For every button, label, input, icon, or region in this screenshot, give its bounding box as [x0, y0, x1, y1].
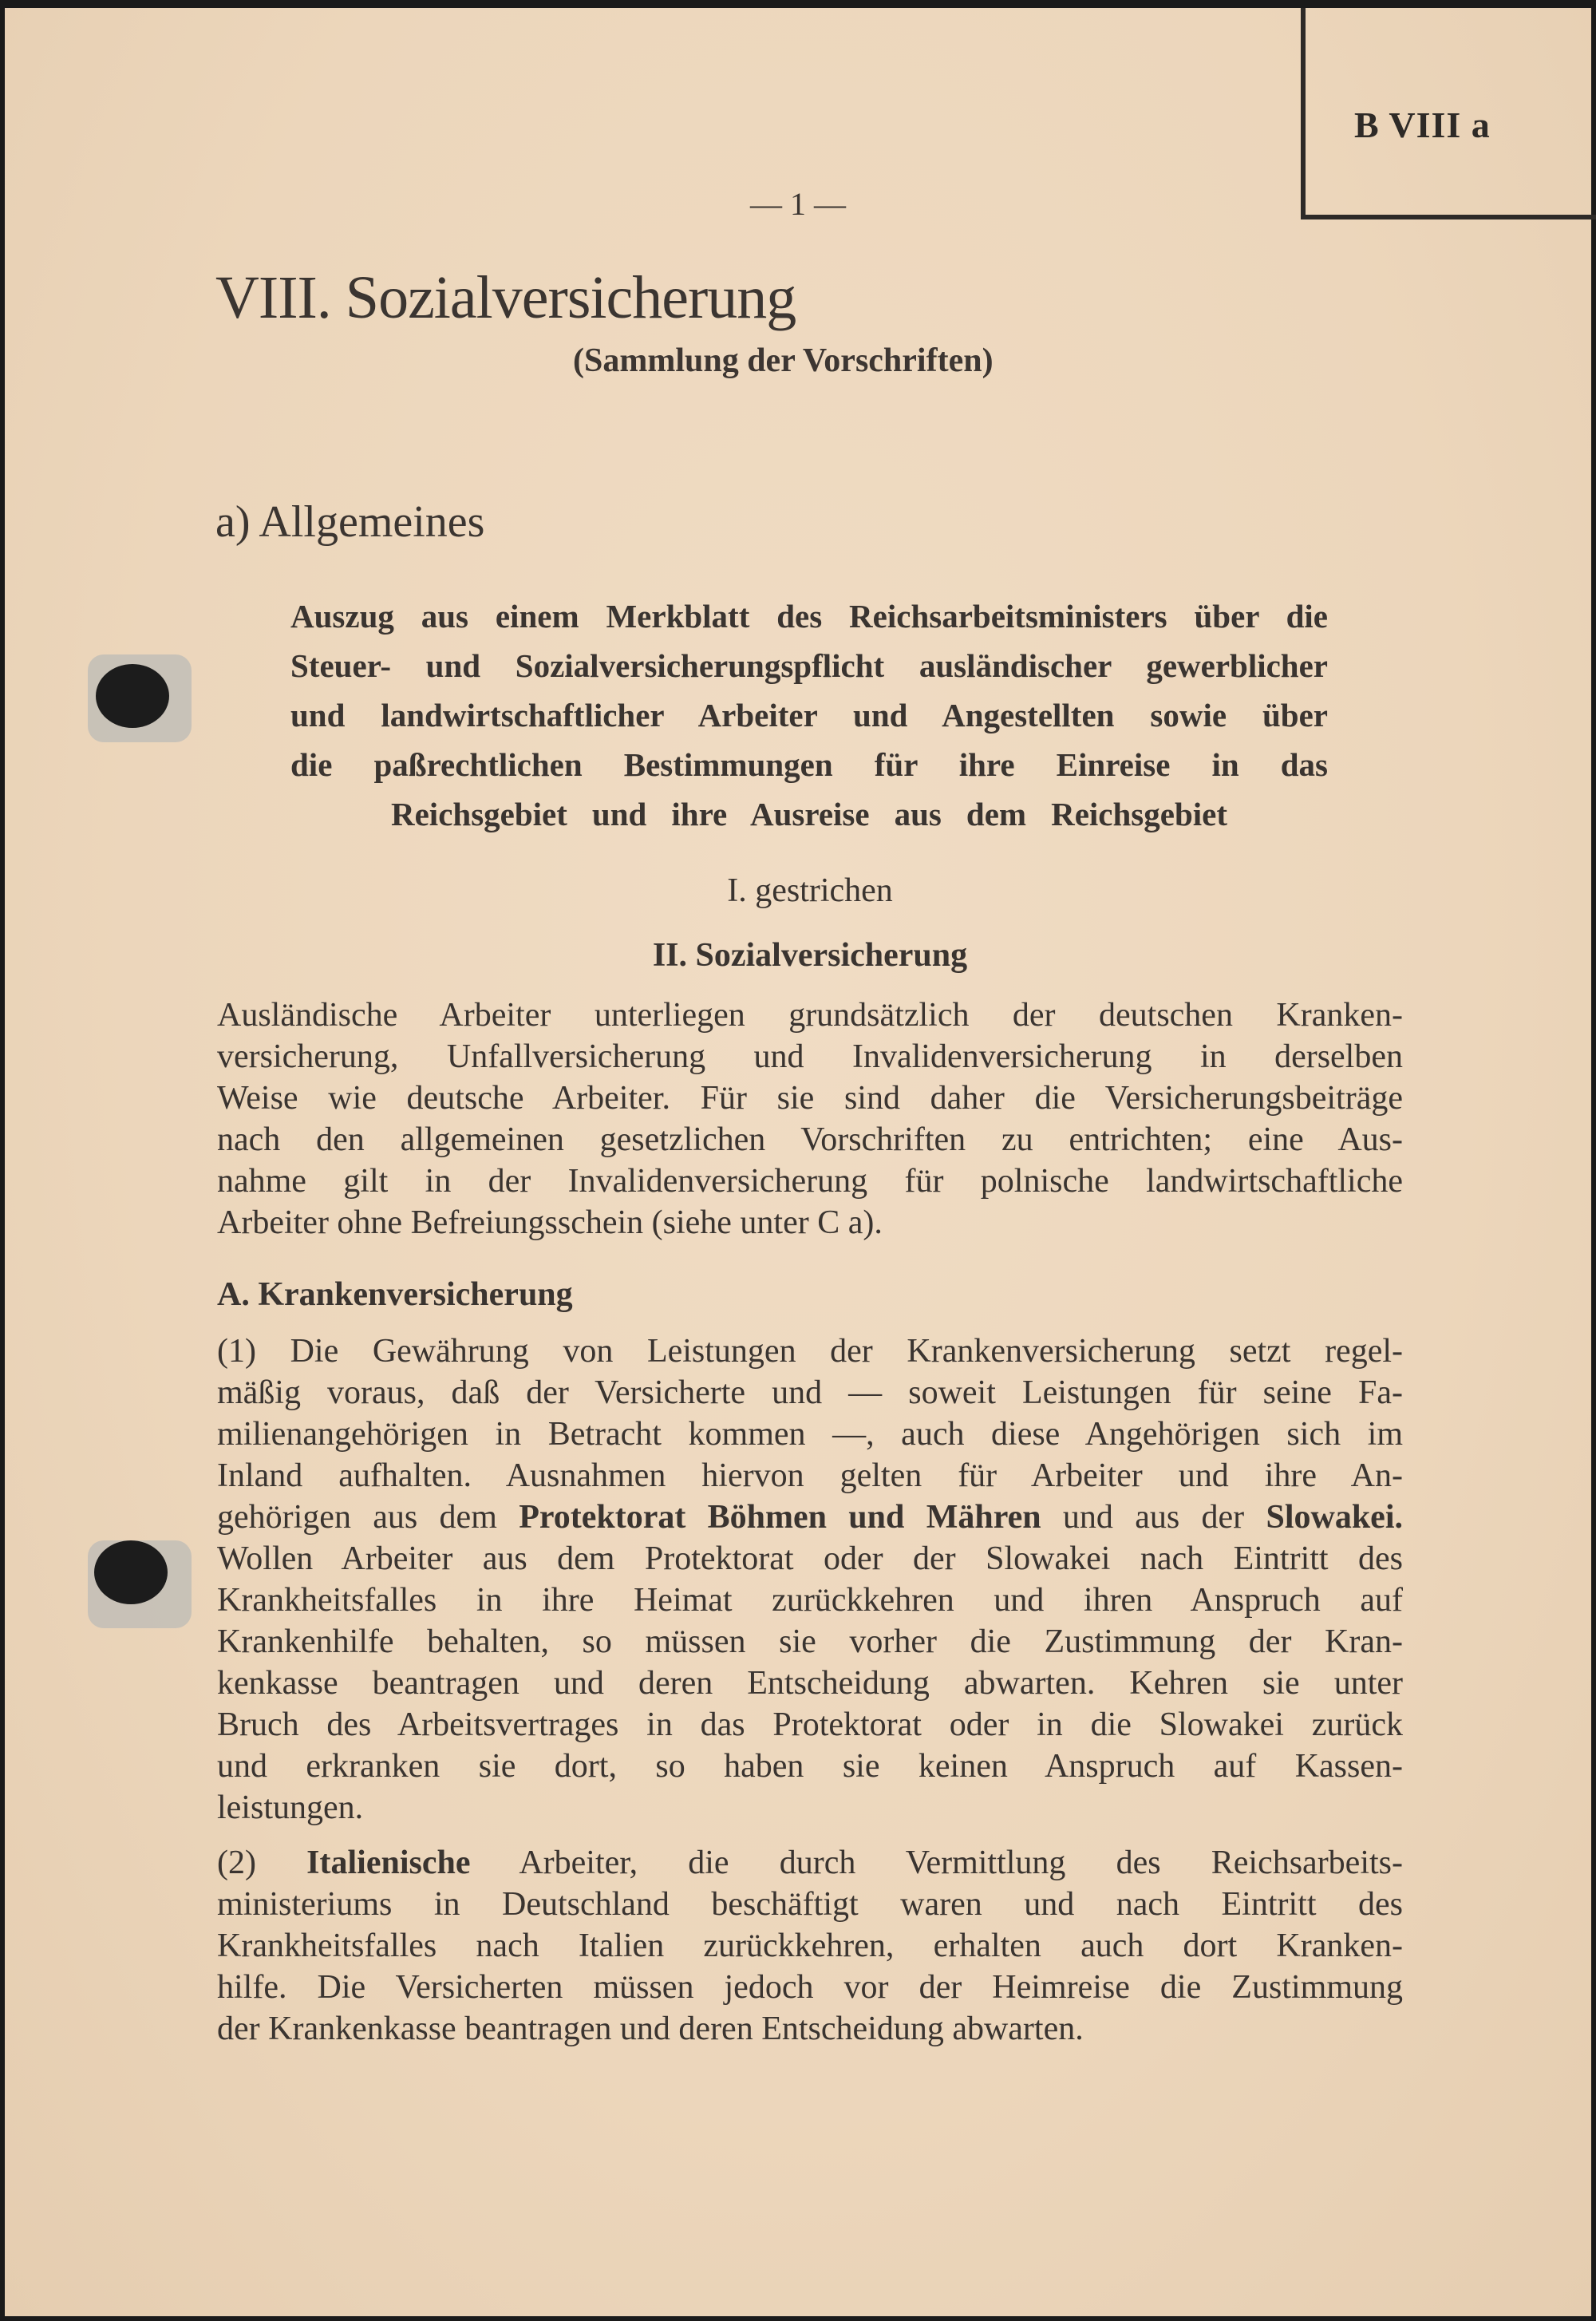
text-segment: Wollen Arbeiter aus dem Protektorat oder der Slowakei nach Eintritt des: [217, 1540, 1403, 1577]
text-line: [217, 1706, 1403, 1744]
page-subtitle: (Sammlung der Vorschriften): [573, 342, 994, 379]
text-segment: (1) Die Gewährung von Leistungen der Krankenversicherung setzt regel-: [217, 1333, 1403, 1370]
text-line: [217, 1664, 1403, 1702]
document-code: B VIII a: [1354, 105, 1491, 145]
intro-line: Reichsgebiet und ihre Ausreise aus dem Reichsgebiet: [391, 796, 1227, 832]
text-line: [217, 1204, 1403, 1242]
text-line: [217, 1162, 1403, 1200]
page-number: — 1 —: [750, 186, 846, 222]
page-title: VIII. Sozialversicherung: [215, 264, 796, 331]
text-line: [217, 1540, 1403, 1578]
text-segment: Weise wie deutsche Arbeiter. Für sie sind daher die Versicherungsbeiträge: [217, 1080, 1403, 1117]
text-segment: hilfe. Die Versicherten müssen jedoch vor der Heimreise die Zustimmung: [217, 1969, 1403, 2006]
text-line: [217, 1885, 1403, 1924]
text-line: [217, 1457, 1403, 1495]
binder-hole: [94, 1540, 168, 1604]
text-line: [217, 1415, 1403, 1453]
text-line: [217, 1079, 1403, 1117]
text-segment: nahme gilt in der Invalidenversicherung für polnische landwirtschaftliche: [217, 1163, 1403, 1200]
text-segment: Ausländische Arbeiter unterliegen grundsätzlich der deutschen Kranken-: [217, 997, 1403, 1034]
text-line: [217, 1581, 1403, 1619]
text-segment: milienangehörigen in Betracht kommen —, auch diese Angehörigen sich im: [217, 1416, 1403, 1453]
text-segment: Arbeiter ohne Befreiungsschein (siehe unter C a).: [217, 1204, 883, 1241]
heading-a: A. Krankenversicherung: [217, 1276, 573, 1313]
text-segment: versicherung, Unfallversicherung und Invalidenversicherung in derselben: [217, 1038, 1403, 1075]
text-line: [217, 1332, 1403, 1370]
text-segment: ministeriums in Deutschland beschäftigt waren und nach Eintritt des: [217, 1886, 1403, 1923]
text-line: [217, 1789, 1403, 1827]
intro-line: Steuer- und Sozialversicherungspflicht ausländischer gewerblicher: [290, 647, 1328, 684]
text-segment: Krankheitsfalles nach Italien zurückkehren, erhalten auch dort Kranken-: [217, 1928, 1403, 1964]
bold-text: Slowakei.: [1266, 1499, 1403, 1536]
bold-text: Protektorat Böhmen und Mähren: [519, 1499, 1041, 1536]
text-segment: der Krankenkasse beantragen und deren Entscheidung abwarten.: [217, 2011, 1084, 2047]
text-segment: Krankenhilfe behalten, so müssen sie vorher die Zustimmung der Kran-: [217, 1623, 1403, 1660]
bold-text: Italienische: [306, 1845, 471, 1881]
text-segment: Krankheitsfalles in ihre Heimat zurückkehren und ihren Anspruch auf: [217, 1582, 1403, 1619]
text-line: [217, 1927, 1403, 1965]
text-line: [217, 1374, 1403, 1412]
text-line: [217, 1498, 1403, 1536]
text-segment: Inland aufhalten. Ausnahmen hiervon gelten für Arbeiter und ihre An-: [217, 1457, 1403, 1494]
text-segment: mäßig voraus, daß der Versicherte und — soweit Leistungen für seine Fa-: [217, 1374, 1403, 1411]
text-segment: Arbeiter, die durch Vermittlung des Reichsarbeits-: [470, 1845, 1403, 1881]
text-line: [217, 1844, 1403, 1882]
text-segment: leistungen.: [217, 1789, 364, 1826]
text-segment: nach den allgemeinen gesetzlichen Vorschriften zu entrichten; eine Aus-: [217, 1121, 1403, 1158]
heading-ii: II. Sozialversicherung: [652, 937, 968, 974]
text-line: [217, 1747, 1403, 1785]
text-line: [217, 1121, 1403, 1159]
text-segment: kenkasse beantragen und deren Entscheidung abwarten. Kehren sie unter: [217, 1665, 1403, 1702]
text-segment: und aus der: [1041, 1499, 1266, 1536]
text-line: [217, 996, 1403, 1034]
text-segment: und erkranken sie dort, so haben sie keinen Anspruch auf Kassen-: [217, 1748, 1403, 1785]
intro-line: Auszug aus einem Merkblatt des Reichsarbeitsministers über die: [290, 598, 1328, 635]
heading-i: I. gestrichen: [727, 872, 893, 909]
text-line: [217, 1968, 1403, 2007]
section-heading: a) Allgemeines: [215, 497, 485, 547]
text-segment: gehörigen aus dem: [217, 1499, 519, 1536]
intro-line: und landwirtschaftlicher Arbeiter und Angestellten sowie über: [290, 697, 1328, 733]
binder-hole: [96, 664, 169, 728]
text-line: [217, 2010, 1403, 2048]
intro-line: die paßrechtlichen Bestimmungen für ihre Einreise in das: [290, 746, 1328, 783]
text-line: [217, 1623, 1403, 1661]
text-line: [217, 1038, 1403, 1076]
text-segment: (2): [217, 1845, 307, 1881]
text-segment: Bruch des Arbeitsvertrages in das Protektorat oder in die Slowakei zurück: [217, 1706, 1403, 1743]
